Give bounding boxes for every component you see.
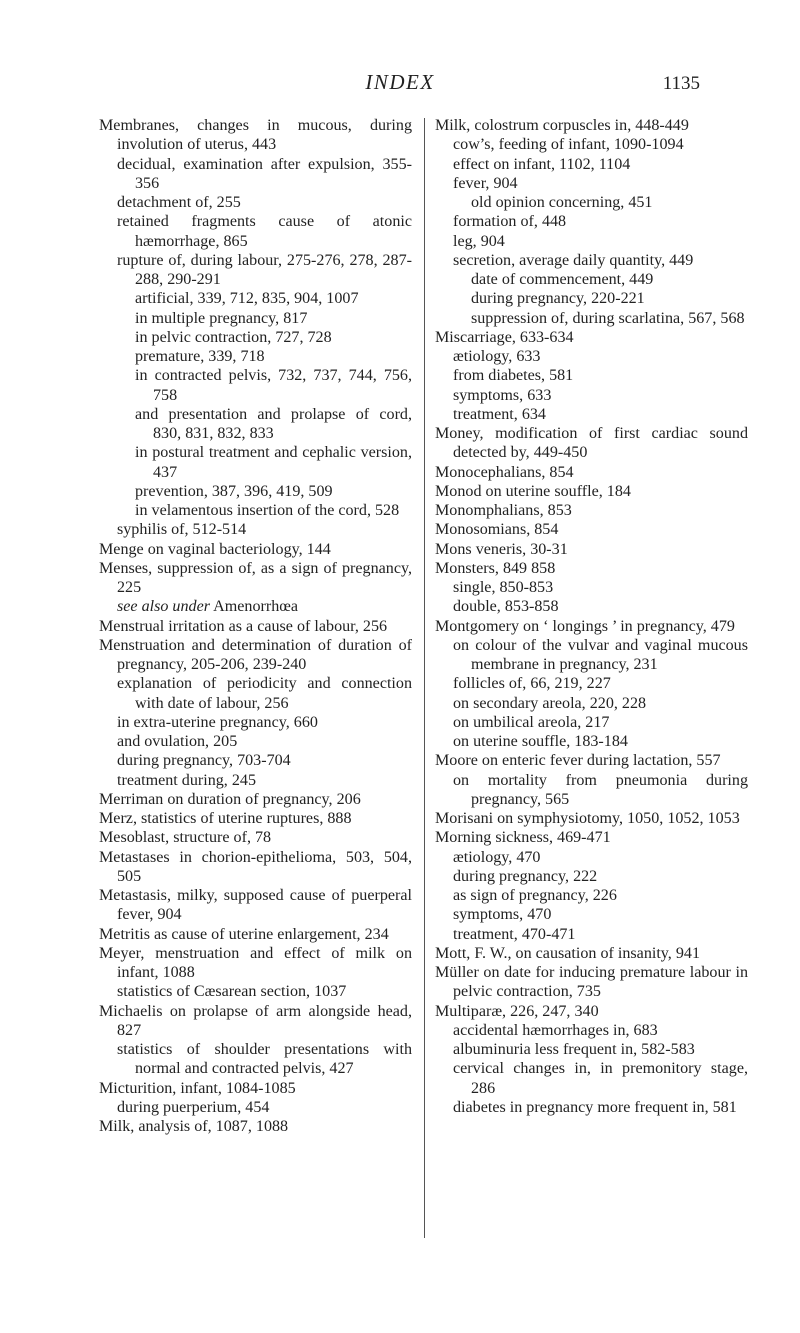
- index-subentry: decidual, examination after expulsion, 355-356: [117, 155, 412, 192]
- index-subentry: retained fragments cause of atonic hæmorrhage, 865: [117, 213, 412, 250]
- index-entry: Membranes, changes in mucous, during involution of uterus, 443: [99, 117, 412, 154]
- column-divider: [424, 118, 425, 1238]
- index-subentry: in pelvic contraction, 727, 728: [135, 328, 332, 346]
- index-entry: Menstruation and determination of duration of pregnancy, 205-206, 239-240: [99, 636, 412, 673]
- index-subentry: on colour of the vulvar and vaginal mucous membrane in pregnancy, 231: [453, 636, 748, 673]
- index-entry: Miscarriage, 633-634: [435, 328, 574, 346]
- index-entry: Monod on uterine souffle, 184: [435, 482, 631, 500]
- index-entry: Mott, F. W., on causation of insanity, 941: [435, 944, 700, 962]
- index-subentry: on secondary areola, 220, 228: [453, 694, 647, 712]
- running-head: INDEX: [365, 70, 435, 94]
- index-entry: Merz, statistics of uterine ruptures, 888: [99, 810, 352, 827]
- index-subentry: double, 853-858: [453, 598, 559, 616]
- index-entry: Moore on enteric fever during lactation, 557: [435, 752, 721, 770]
- index-subentry: [99, 597, 412, 616]
- index-subentry: and ovulation, 205: [117, 733, 238, 750]
- index-subentry: formation of, 448: [453, 213, 567, 231]
- index-subentry: in multiple pregnancy, 817: [135, 309, 308, 327]
- index-subentry: in postural treatment and cephalic version, 437: [135, 444, 412, 481]
- index-column-left: [99, 116, 412, 1136]
- index-entry: Monomphalians, 853: [435, 502, 572, 519]
- index-entry: Milk, analysis of, 1087, 1088: [99, 1118, 289, 1135]
- index-subentry: during pregnancy, 703-704: [117, 752, 291, 770]
- index-subentry: on uterine souffle, 183-184: [453, 733, 628, 750]
- index-subentry: accidental hæmorrhages in, 683: [453, 1021, 658, 1039]
- page-number: 1135: [662, 73, 700, 94]
- index-subentry: artificial, 339, 712, 835, 904, 1007: [135, 290, 359, 308]
- cross-reference-target: Amenorrhœa: [213, 598, 299, 616]
- index-subentry: in velamentous insertion of the cord, 528: [135, 502, 400, 519]
- index-column-right: [435, 116, 748, 1117]
- index-entry: Menses, suppression of, as a sign of pregnancy, 225: [99, 559, 412, 596]
- index-entry: Monsters, 849 858: [435, 559, 556, 577]
- index-subentry: premature, 339, 718: [135, 348, 265, 365]
- index-entry: Menge on vaginal bacteriology, 144: [99, 540, 331, 558]
- index-subentry: effect on infant, 1102, 1104: [453, 155, 631, 173]
- cross-reference-lead: see also under: [117, 598, 210, 616]
- index-subentry: treatment, 634: [453, 405, 546, 423]
- index-entry: Morning sickness, 469-471: [435, 829, 611, 847]
- index-subentry: on umbilical areola, 217: [453, 713, 610, 731]
- index-entry: Merriman on duration of pregnancy, 206: [99, 790, 361, 808]
- index-subentry: suppression of, during scarlatina, 567, 568: [471, 309, 745, 327]
- index-subentry: rupture of, during labour, 275-276, 278, 287-288, 290-291: [117, 251, 412, 288]
- index-entry: Milk, colostrum corpuscles in, 448-449: [435, 117, 689, 134]
- index-subentry: in extra-uterine pregnancy, 660: [117, 713, 318, 731]
- index-subentry: ætiology, 470: [453, 848, 541, 866]
- index-subentry: prevention, 387, 396, 419, 509: [135, 482, 333, 500]
- index-subentry: symptoms, 633: [453, 386, 552, 404]
- index-subentry: statistics of Cæsarean section, 1037: [117, 983, 347, 1001]
- index-entry: Multiparæ, 226, 247, 340: [435, 1002, 599, 1020]
- index-subentry: date of commencement, 449: [471, 271, 654, 288]
- index-entry: Menstrual irritation as a cause of labour, 256: [99, 617, 388, 635]
- index-subentry: diabetes in pregnancy more frequent in, 581: [453, 1098, 737, 1116]
- index-entry: Michaelis on prolapse of arm alongside head, 827: [99, 1002, 412, 1039]
- index-subentry: symptoms, 470: [453, 906, 552, 924]
- page-header: [0, 70, 800, 104]
- index-entry: Micturition, infant, 1084-1085: [99, 1079, 296, 1097]
- index-subentry: old opinion concerning, 451: [471, 194, 653, 211]
- index-entry: Metastasis, milky, supposed cause of puerperal fever, 904: [99, 887, 412, 924]
- index-subentry: during pregnancy, 222: [453, 867, 598, 885]
- index-subentry: single, 850-853: [453, 579, 554, 596]
- index-subentry: follicles of, 66, 219, 227: [453, 675, 611, 693]
- index-entry: Montgomery on ‘ longings ’ in pregnancy, 479: [435, 617, 735, 635]
- index-entry: Metritis as cause of uterine enlargement, 234: [99, 925, 389, 943]
- index-subentry: leg, 904: [453, 232, 505, 250]
- index-subentry: fever, 904: [453, 174, 518, 192]
- index-subentry: as sign of pregnancy, 226: [453, 887, 617, 904]
- index-subentry: from diabetes, 581: [453, 367, 574, 385]
- index-subentry: during pregnancy, 220-221: [471, 290, 645, 308]
- index-entry: Monosomians, 854: [435, 521, 559, 539]
- index-subentry: secretion, average daily quantity, 449: [453, 251, 694, 269]
- index-subentry: syphilis of, 512-514: [117, 521, 247, 539]
- index-entry: Mons veneris, 30-31: [435, 540, 568, 558]
- index-entry: Mesoblast, structure of, 78: [99, 829, 272, 847]
- index-subentry: in contracted pelvis, 732, 737, 744, 756, 758: [135, 367, 412, 404]
- index-subentry: albuminuria less frequent in, 582-583: [453, 1041, 695, 1058]
- index-subentry: explanation of periodicity and connection with date of labour, 256: [117, 675, 412, 712]
- index-subentry: cow’s, feeding of infant, 1090-1094: [453, 136, 684, 154]
- index-subentry: cervical changes in, in premonitory stage, 286: [453, 1060, 748, 1097]
- index-entry: Meyer, menstruation and effect of milk on infant, 1088: [99, 944, 412, 981]
- index-entry: Metastases in chorion-epithelioma, 503, 504, 505: [99, 848, 412, 885]
- index-entry: Morisani on symphysiotomy, 1050, 1052, 1053: [435, 810, 740, 827]
- index-subentry: statistics of shoulder presentations with normal and contracted pelvis, 427: [117, 1041, 412, 1078]
- index-entry: Müller on date for inducing premature labour in pelvic contraction, 735: [435, 964, 748, 1001]
- index-subentry: and presentation and prolapse of cord, 830, 831, 832, 833: [135, 405, 412, 442]
- index-subentry: ætiology, 633: [453, 348, 541, 365]
- index-subentry: treatment during, 245: [117, 771, 256, 789]
- index-subentry: during puerperium, 454: [117, 1098, 270, 1116]
- index-entry: Money, modification of first cardiac sound detected by, 449-450: [435, 425, 748, 462]
- index-subentry: treatment, 470-471: [453, 925, 576, 943]
- index-subentry: detachment of, 255: [117, 194, 241, 211]
- index-entry: Monocephalians, 854: [435, 463, 574, 481]
- index-subentry: on mortality from pneumonia during pregnancy, 565: [453, 771, 748, 808]
